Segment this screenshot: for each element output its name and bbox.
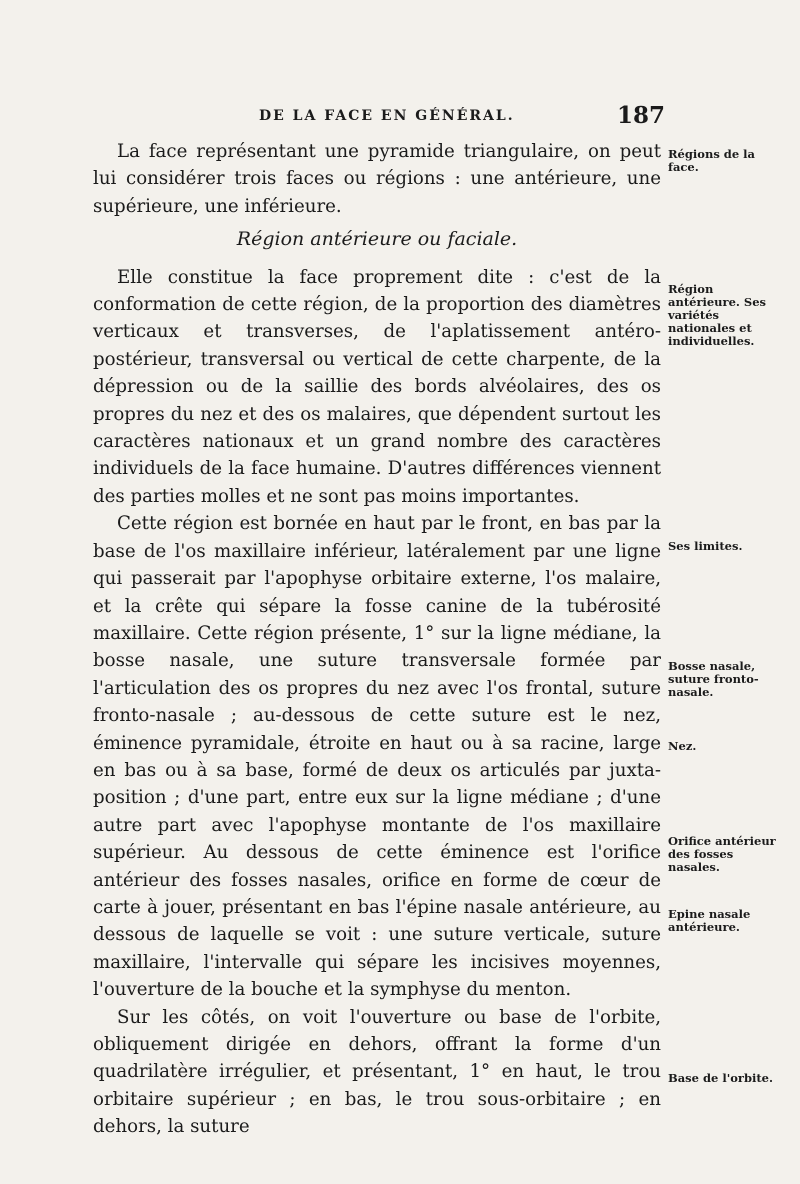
section-heading: Région antérieure ou faciale. [236,228,518,251]
sidenote: Bosse nasale, suture fronto-nasale. [668,659,759,699]
paragraph-sides: Sur les côtés, on voit l'ouverture ou base de l'orbite, obliquement dirigée en dehors, offrant la forme d'un quadrilatère irrégulier, et présentant, 1° en haut, le trou orbitaire supérieur ; en bas, le trou sous-orbitaire ; en dehors, la suture [93,1006,661,1138]
page-number: 187 [616,102,665,129]
sidenote: Nez. [668,739,697,753]
sidenote: Base de l'orbite. [668,1071,773,1085]
main-text [93,138,661,1141]
paragraph-limits: Cette région est bornée en haut par le front, en bas par la base de l'os maxillaire inférieur, latéralement par une ligne qui passerait par l'apophyse orbitaire externe, l'os malaire, et la crête qui sépare la fosse canine de la tubérosité maxillaire. Cette région présente, 1° sur la ligne médiane, la bosse nasale, une suture transversale formée par l'articulation des os propres du nez avec l'os frontal, suture fronto-nasale ; au-dessous de cette suture est le nez, éminence pyramidale, étroite en haut ou à sa racine, large en bas ou à sa base, formé de deux os articulés par juxta-position ; d'une part, entre eux sur la ligne médiane ; d'une autre part avec l'apophyse montante de l'os maxillaire supérieur. Au dessous de cette éminence est l'orifice antérieur des fosses nasales, orifice en forme de cœur de carte à jouer, présentant en bas l'épine nasale antérieure, au dessous de laquelle se voit : une suture verticale, suture maxillaire, l'intervalle qui sépare les incisives moyennes, l'ouverture de la bouche et la symphyse du menton. [93,513,661,1001]
paragraph-intro: La face représentant une pyramide triangulaire, on peut lui considérer trois faces ou régions : une antérieure, une supérieure, une inférieure. [93,141,661,217]
sidenote: Régions de la face. [668,147,755,174]
running-title: DE LA FACE EN GÉNÉRAL. [259,108,515,124]
sidenote: Orifice antérieur des fosses nasales. [668,834,776,874]
sidenote: Epine nasale antérieure. [668,907,751,934]
page-header [255,100,665,130]
paragraph-conformation: Elle constitue la face proprement dite : c'est de la conformation de cette région, de la proportion des diamètres verticaux et transverses, de l'aplatissement antéro-postérieur, transversal ou vertical de cette charpente, de la dépression ou de la saillie des bords alvéolaires, des os propres du nez et des os malaires, que dépendent surtout les caractères nationaux et un grand nombre des caractères individuels de la face humaine. D'autres différences viennent des parties molles et ne sont pas moins importantes. [93,266,661,507]
sidenote: Ses limites. [668,539,743,553]
sidenote: Région antérieure. Ses variétés nationales et individuelles. [668,282,767,348]
